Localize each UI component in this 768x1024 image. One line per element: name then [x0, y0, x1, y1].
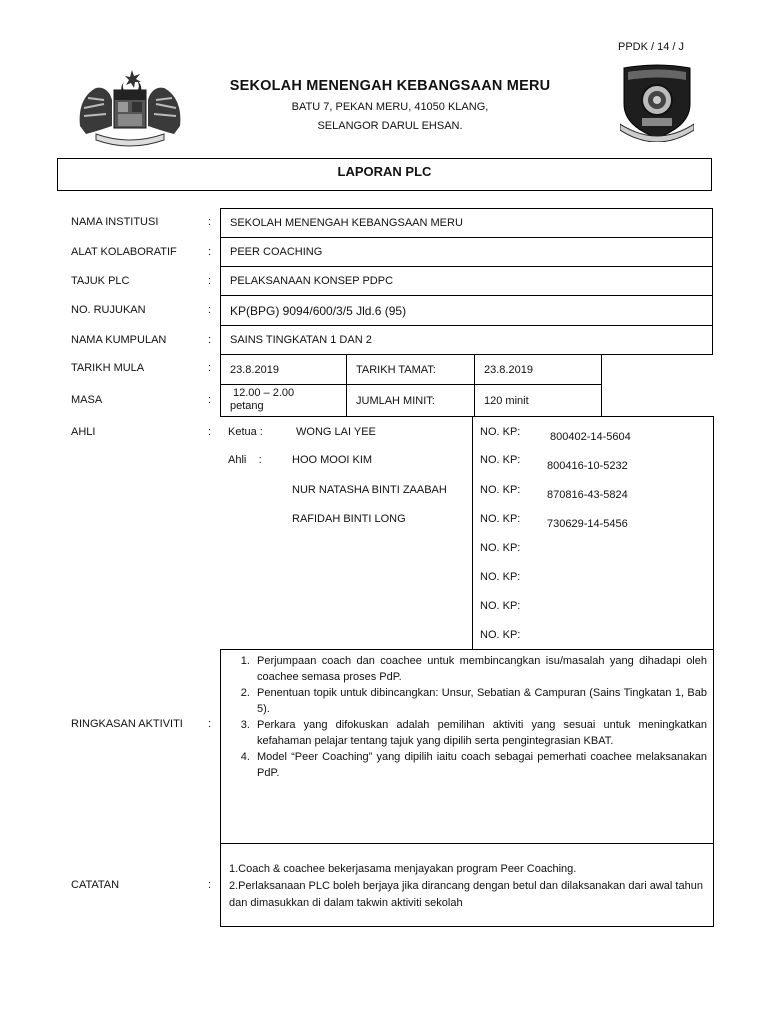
member-name: RAFIDAH BINTI LONG — [292, 513, 406, 525]
colon-separator: : — [208, 304, 212, 316]
label-tarikh-mula: TARIKH MULA — [71, 362, 145, 374]
kp-label: NO. KP: — [480, 454, 521, 466]
masa-period: petang — [230, 400, 264, 412]
label-nama-kumpulan: NAMA KUMPULAN — [71, 334, 167, 346]
kp-label: NO. KP: — [480, 513, 521, 525]
ringkasan-aktiviti-box — [220, 649, 714, 844]
masa-time: 12.00 – 2.00 — [233, 387, 295, 399]
member-name: WONG LAI YEE — [296, 426, 376, 438]
label-ahli: AHLI — [71, 426, 96, 438]
form-reference-code: PPDK / 14 / J — [618, 41, 685, 53]
activity-list — [221, 653, 713, 781]
member-name: HOO MOOI KIM — [292, 454, 373, 466]
label-tajuk-plc: TAJUK PLC — [71, 275, 130, 287]
value-no-rujukan: KP(BPG) 9094/600/3/5 Jld.6 (95) — [220, 295, 713, 326]
label-no-rujukan: NO. RUJUKAN — [71, 304, 146, 316]
value-nama-kumpulan: SAINS TINGKATAN 1 DAN 2 — [220, 325, 713, 355]
report-title: LAPORAN PLC — [337, 164, 432, 179]
label-alat-kolaboratif: ALAT KOLABORATIF — [71, 246, 177, 258]
school-badge-icon — [620, 64, 694, 142]
value-alat-kolaboratif: PEER COACHING — [220, 237, 713, 267]
value-tajuk-plc: PELAKSANAAN KONSEP PDPC — [220, 266, 713, 296]
kp-number: 870816-43-5824 — [547, 489, 628, 501]
value-nama-institusi: SEKOLAH MENENGAH KEBANGSAAN MERU — [220, 208, 713, 238]
catatan-box — [220, 843, 714, 927]
kp-number: 730629-14-5456 — [547, 518, 628, 530]
activity-item: 4. Model “Peer Coaching” yang dipilih iaitu coach sebagai pemerhati coachee melaksanakan PdP. — [253, 749, 707, 781]
colon-separator: : — [208, 718, 212, 730]
ahli-label: Ahli : — [228, 454, 262, 466]
colon-separator: : — [208, 362, 212, 374]
coat-of-arms-icon — [74, 68, 186, 148]
activity-item: 2. Penentuan topik untuk dibincangkan: Unsur, Sebatian & Campuran (Sains Tingkatan 1, Bab 5). — [253, 685, 707, 717]
value-jumlah-minit: 120 minit — [474, 384, 602, 417]
kp-label: NO. KP: — [480, 426, 521, 438]
colon-separator: : — [208, 246, 212, 258]
kp-label: NO. KP: — [480, 600, 521, 612]
label-nama-institusi: NAMA INSTITUSI — [71, 216, 159, 228]
school-name: SEKOLAH MENENGAH KEBANGSAAN MERU — [229, 78, 551, 94]
colon-separator: : — [208, 334, 212, 346]
activity-item: 1. Perjumpaan coach dan coachee untuk membincangkan isu/masalah yang dihadapi oleh coachee semasa proses PdP. — [253, 653, 707, 685]
colon-separator: : — [208, 879, 212, 891]
ketua-label: Ketua : — [228, 426, 263, 438]
school-address-line2: SELANGOR DARUL EHSAN. — [317, 120, 463, 132]
kp-label: NO. KP: — [480, 571, 521, 583]
member-name: NUR NATASHA BINTI ZAABAH — [292, 484, 447, 496]
label-ringkasan-aktiviti: RINGKASAN AKTIVITI — [71, 718, 183, 730]
label-tarikh-tamat: TARIKH TAMAT: — [346, 354, 475, 385]
label-jumlah-minit: JUMLAH MINIT: — [346, 384, 475, 417]
label-masa: MASA — [71, 394, 103, 406]
value-tarikh-mula: 23.8.2019 — [220, 354, 347, 385]
value-tarikh-tamat: 23.8.2019 — [474, 354, 602, 385]
kp-label: NO. KP: — [480, 542, 521, 554]
catatan-line: 1.Coach & coachee bekerjasama menjayakan program Peer Coaching. — [229, 863, 577, 875]
colon-separator: : — [208, 216, 212, 228]
kp-box — [472, 416, 714, 650]
catatan-line: 2.Perlaksanaan PLC boleh berjaya jika dirancang dengan betul dan dilaksanakan dari awal tahun dan dimasukkan di dalam takwin aktiviti sekolah — [229, 880, 703, 909]
colon-separator: : — [208, 394, 212, 406]
value-masa — [220, 384, 347, 417]
label-catatan: CATATAN — [71, 879, 120, 891]
colon-separator: : — [208, 426, 212, 438]
kp-number: 800402-14-5604 — [550, 431, 631, 443]
activity-item: 3. Perkara yang difokuskan adalah pemilihan aktiviti yang sesuai untuk meningkatkan kefahaman pelajar tentang tajuk yang dipilih serta pengintegrasian KBAT. — [253, 717, 707, 749]
kp-label: NO. KP: — [480, 629, 521, 641]
colon-separator: : — [208, 275, 212, 287]
kp-label: NO. KP: — [480, 484, 521, 496]
report-title-box — [57, 158, 712, 191]
school-address-line1: BATU 7, PEKAN MERU, 41050 KLANG, — [291, 101, 489, 113]
kp-number: 800416-10-5232 — [547, 460, 628, 472]
